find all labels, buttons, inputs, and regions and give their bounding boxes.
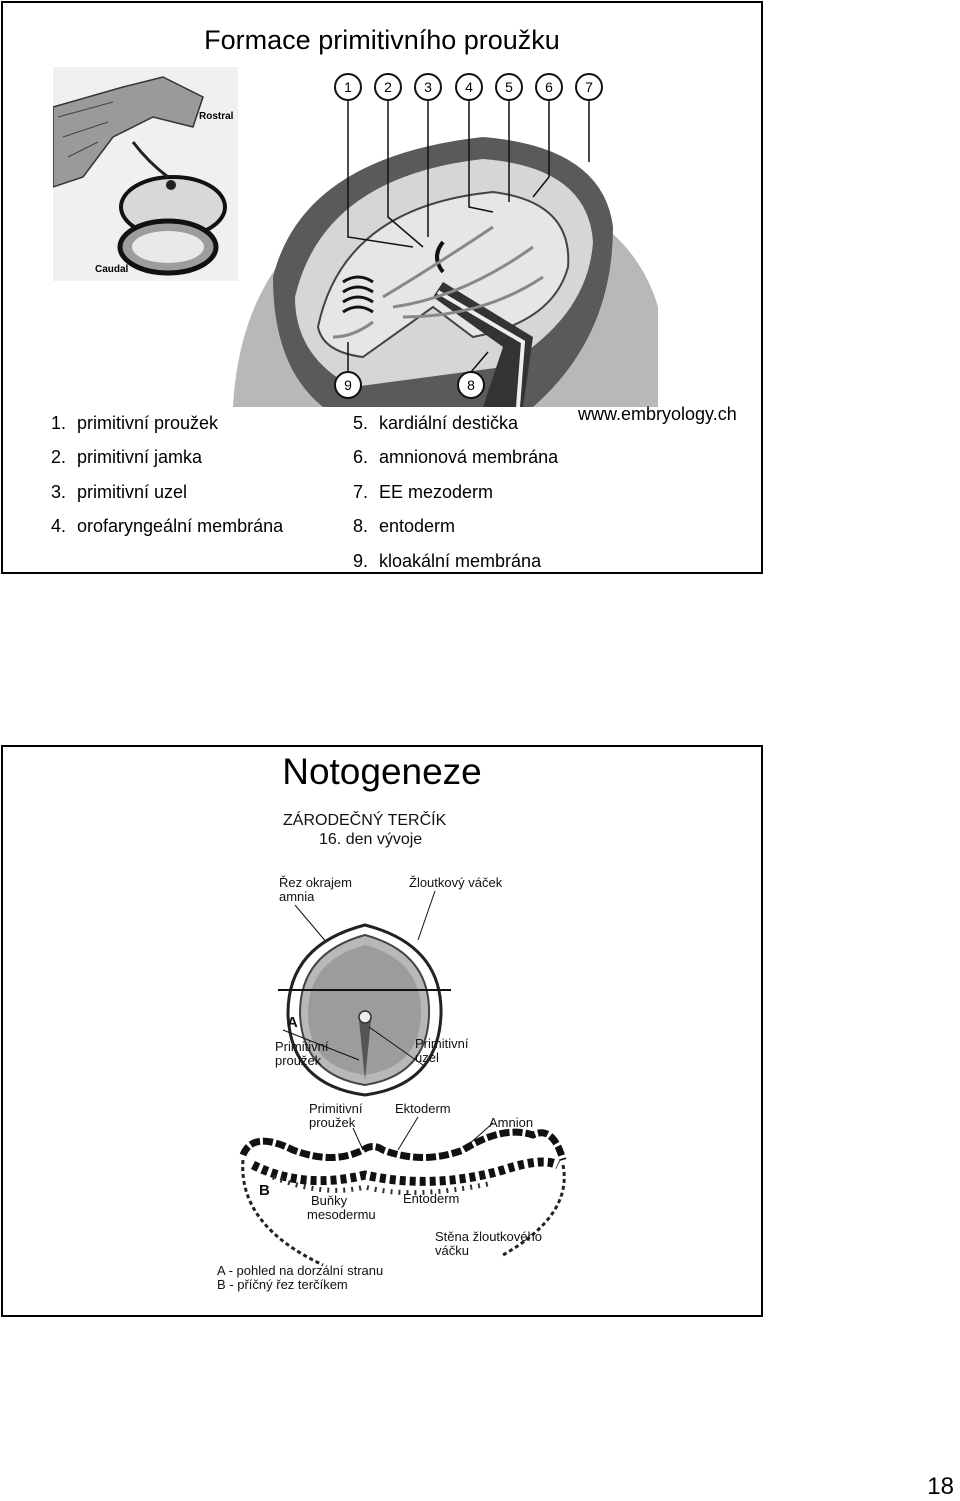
view-letter-a: A: [287, 1014, 298, 1031]
inset-label-rostral: Rostral: [199, 111, 234, 122]
legend-item: 6. amnionová membrána: [353, 447, 559, 467]
callout-7: 7: [585, 79, 593, 95]
caption-b: B - příčný řez terčíkem: [217, 1277, 348, 1292]
slide-title: Notogeneze: [282, 751, 482, 792]
callout-2: 2: [384, 79, 392, 95]
callout-5: 5: [505, 79, 513, 95]
legend-item: 7. EE mezoderm: [353, 482, 494, 502]
label-rez-okrajem: Řez okrajem: [279, 875, 352, 890]
label-amnia: amnia: [279, 889, 315, 904]
callout-9: 9: [344, 377, 352, 393]
label-primitivni-uzel-a: Primitivní: [415, 1036, 469, 1051]
label-vacku: váčku: [435, 1243, 469, 1258]
slide-primitive-streak: [1, 1, 763, 574]
label-amnion: Amnion: [489, 1115, 534, 1130]
label-zloutkovy-vacek: Žloutkový váček: [409, 875, 503, 890]
label-mesodermu: mesodermu: [307, 1207, 376, 1222]
slide-notogenesis: [1, 745, 763, 1317]
legend-item: 1. primitivní proužek: [51, 413, 219, 433]
label-primitivni-prouzek-b: Primitivní: [309, 1101, 363, 1116]
callout-circles-top: [335, 74, 602, 100]
label-ektoderm: Ektoderm: [395, 1101, 451, 1116]
embryo-primitive-streak-illustration: [233, 67, 658, 407]
legend-item: 8. entoderm: [353, 516, 456, 536]
page-number: 18: [927, 1473, 954, 1500]
figure-heading-1: ZÁRODEČNÝ TERČÍK: [283, 812, 447, 829]
view-letter-b: B: [259, 1182, 270, 1199]
label-prouzek-b: proužek: [309, 1115, 356, 1130]
legend-item: 2. primitivní jamka: [51, 447, 203, 467]
legend-item: 5. kardiální destička: [353, 413, 519, 433]
legend-item: 3. primitivní uzel: [51, 482, 188, 502]
label-uzel-a: uzel: [415, 1050, 439, 1065]
label-bunky: Buňky: [311, 1193, 348, 1208]
callout-1: 1: [344, 79, 352, 95]
inset-label-caudal: Caudal: [95, 264, 129, 275]
label-primitivni-prouzek-a: Primitivní: [275, 1039, 329, 1054]
slide-title: Formace primitivního proužku: [204, 25, 560, 55]
figure-heading-2: 16. den vývoje: [319, 831, 423, 848]
callout-3: 3: [424, 79, 432, 95]
legend-item: 9. kloakální membrána: [353, 551, 542, 571]
label-stena-zloutkoveho: Stěna žloutkového: [435, 1229, 542, 1244]
caption-a: A - pohled na dorzální stranu: [217, 1263, 384, 1278]
label-prouzek-a: proužek: [275, 1053, 322, 1068]
callout-8: 8: [467, 377, 475, 393]
image-credit: www.embryology.ch: [578, 404, 737, 424]
callout-4: 4: [465, 79, 473, 95]
embryo-inset-illustration: [53, 67, 238, 281]
legend-item: 4. orofaryngeální membrána: [51, 516, 284, 536]
label-entoderm: Entoderm: [403, 1191, 460, 1206]
germ-disc-figure: [203, 805, 603, 1295]
callout-6: 6: [545, 79, 553, 95]
